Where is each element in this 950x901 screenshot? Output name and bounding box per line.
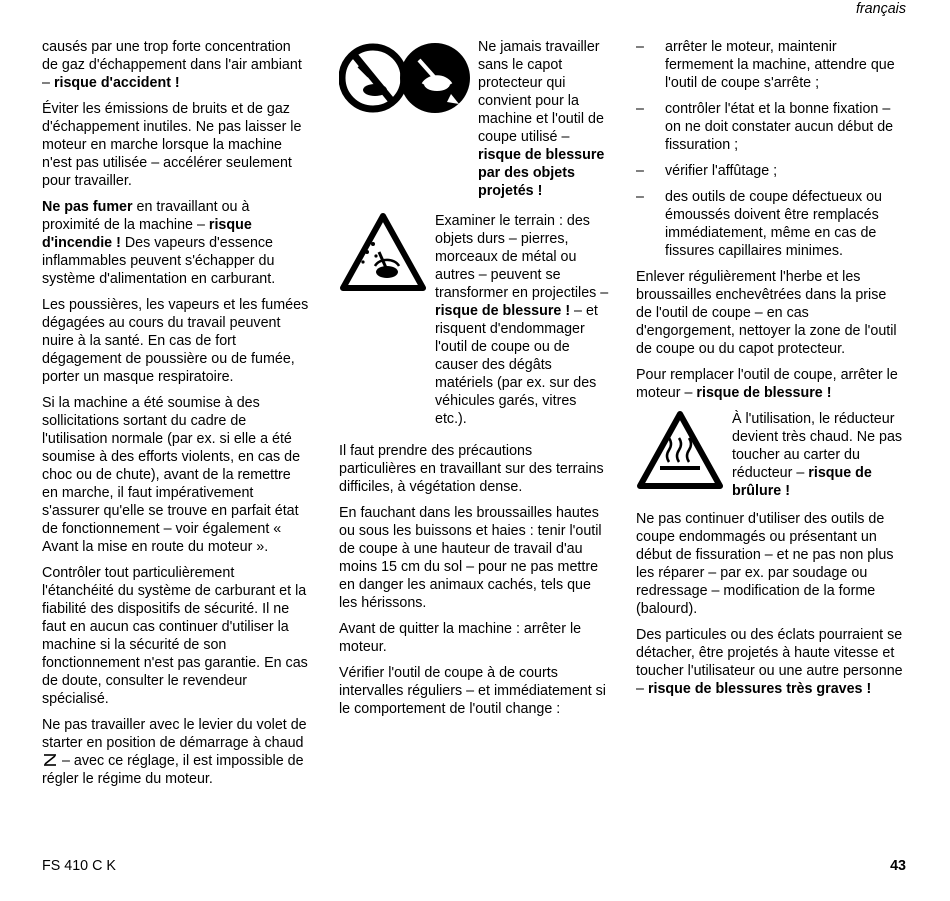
paragraph-fragments: Des particules ou des éclats pourraient se détacher, être projetés à haute vitesse et toucher l'utilisateur ou une autre personne – risque de blessures très graves ! [636, 627, 903, 697]
no-guard-text: Ne jamais travailler sans le capot protecteur qui convient pour la machine et l'outil de coupe utilisé – risque de blessure par des objets projetés ! [478, 39, 605, 199]
paragraph-choke-lever: Ne pas travailler avec le levier du volet de starter en position de démarrage à chaud – avec ce réglage, il est impossible de régler le régime du moteur. [42, 717, 307, 787]
list-item: – vérifier l'affûtage ; [636, 163, 778, 179]
column-left [42, 38, 310, 796]
projectiles-text: Examiner le terrain : des objets durs – pierres, morceaux de métal ou autres – peuvent se transformer en projectiles – risque de blessure ! – et risquent d'endommager l'outil de coupe ou de causer des dégâts matériels (par ex. sur des véhicules garés, vitres etc.). [435, 213, 609, 427]
paragraph-avoid-emissions: Éviter les émissions de bruits et de gaz d'échappement inutiles. Ne pas laisser le moteur en marche lorsque la machine n'est pas utilisée – accélérer seulement pour travailler. [42, 101, 302, 189]
projectile-warning-icon [339, 212, 427, 294]
no-guard-prohibition-icon [339, 38, 471, 118]
page-number: 43 [890, 858, 906, 874]
figure-no-guard [339, 38, 609, 202]
paragraph-clean-tool: Enlever régulièrement l'herbe et les broussailles enchevêtrées dans la prise de l'outil de coupe – en cas d'engorgement, nettoyer la zone de l'outil de coupe ou du capot protecteur. [636, 269, 897, 357]
column-middle [339, 38, 609, 726]
warm-start-choke-icon [42, 753, 58, 767]
list-item: – des outils de coupe défectueux ou émoussés doivent être remplacés immédiatement, même en cas de fissures capillaires minimes. [636, 189, 882, 259]
figure-projectiles [339, 212, 609, 442]
paragraph-stop-engine: Avant de quitter la machine : arrêter le moteur. [339, 621, 582, 655]
model-number: FS 410 C K [42, 858, 116, 874]
paragraph-fuel-system-check: Contrôler tout particulièrement l'étanchéité du système de carburant et la fiabilité des dispositifs de sécurité. Il ne faut en aucun cas continuer d'utiliser la machine si la sécurité de son fonctionnement n'est pas garantie. En cas de doute, consulter le revendeur spécialisé. [42, 565, 308, 707]
paragraph-accident-risk: causés par une trop forte concentration de gaz d'échappement dans l'air ambiant – risque d'accident ! [42, 39, 302, 91]
list-item: – contrôler l'état et la bonne fixation – on ne doit constater aucun début de fissuration ; [636, 101, 894, 153]
paragraph-check-after-impact: Si la machine a été soumise à des sollicitations sortant du cadre de l'utilisation normale (par ex. si elle a été soumise à des efforts violents, en cas de choc ou de chute), avant de la remettre en marche, il faut impérativement s'assurer qu'elle se trouve en parfait état de fonctionnement – voir également « Avant la mise en route du moteur ». [42, 395, 301, 555]
paragraph-damaged-tools: Ne pas continuer d'utiliser des outils de coupe endommagés ou présentant un début de fissuration – et ne pas non plus les réparer – par ex. par soudage ou redressage – modification de la forme (balourd). [636, 511, 894, 617]
hot-surface-text: À l'utilisation, le réducteur devient très chaud. Ne pas toucher au carter du réducteur – risque de brûlure ! [732, 411, 903, 499]
list-item: – arrêter le moteur, maintenir fermement la machine, attendre que l'outil de coupe s'arrête ; [636, 39, 895, 91]
figure-hot-surface [636, 410, 904, 502]
column-right [636, 38, 904, 706]
paragraph-difficult-terrain: Il faut prendre des précautions particulières en travaillant sur des terrains difficiles, à végétation dense. [339, 443, 604, 495]
paragraph-no-smoking: Ne pas fumer en travaillant ou à proximité de la machine – risque d'incendie ! Des vapeurs d'essence inflammables peuvent s'échapper du système d'alimentation en carburant. [42, 199, 276, 287]
paragraph-replace-tool: Pour remplacer l'outil de coupe, arrêter le moteur – risque de blessure ! [636, 367, 898, 401]
checklist [636, 38, 904, 260]
language-label: français [855, 1, 906, 17]
hot-surface-warning-icon [636, 410, 724, 492]
paragraph-dust-mask: Les poussières, les vapeurs et les fumées dégagées au cours du travail peuvent nuire à la santé. En cas de fort dégagement de poussière ou de fumée, porter un masque respiratoire. [42, 297, 309, 385]
paragraph-tall-brush: En fauchant dans les broussailles hautes ou sous les buissons et haies : tenir l'outil de coupe à une hauteur de travail d'au moins 15 cm du sol – pour ne pas mettre en danger les animaux cachés, tels que les hérissons. [339, 505, 602, 611]
paragraph-check-cutting-tool: Vérifier l'outil de coupe à de courts intervalles réguliers – et immédiatement si le comportement de l'outil change : [339, 665, 606, 717]
